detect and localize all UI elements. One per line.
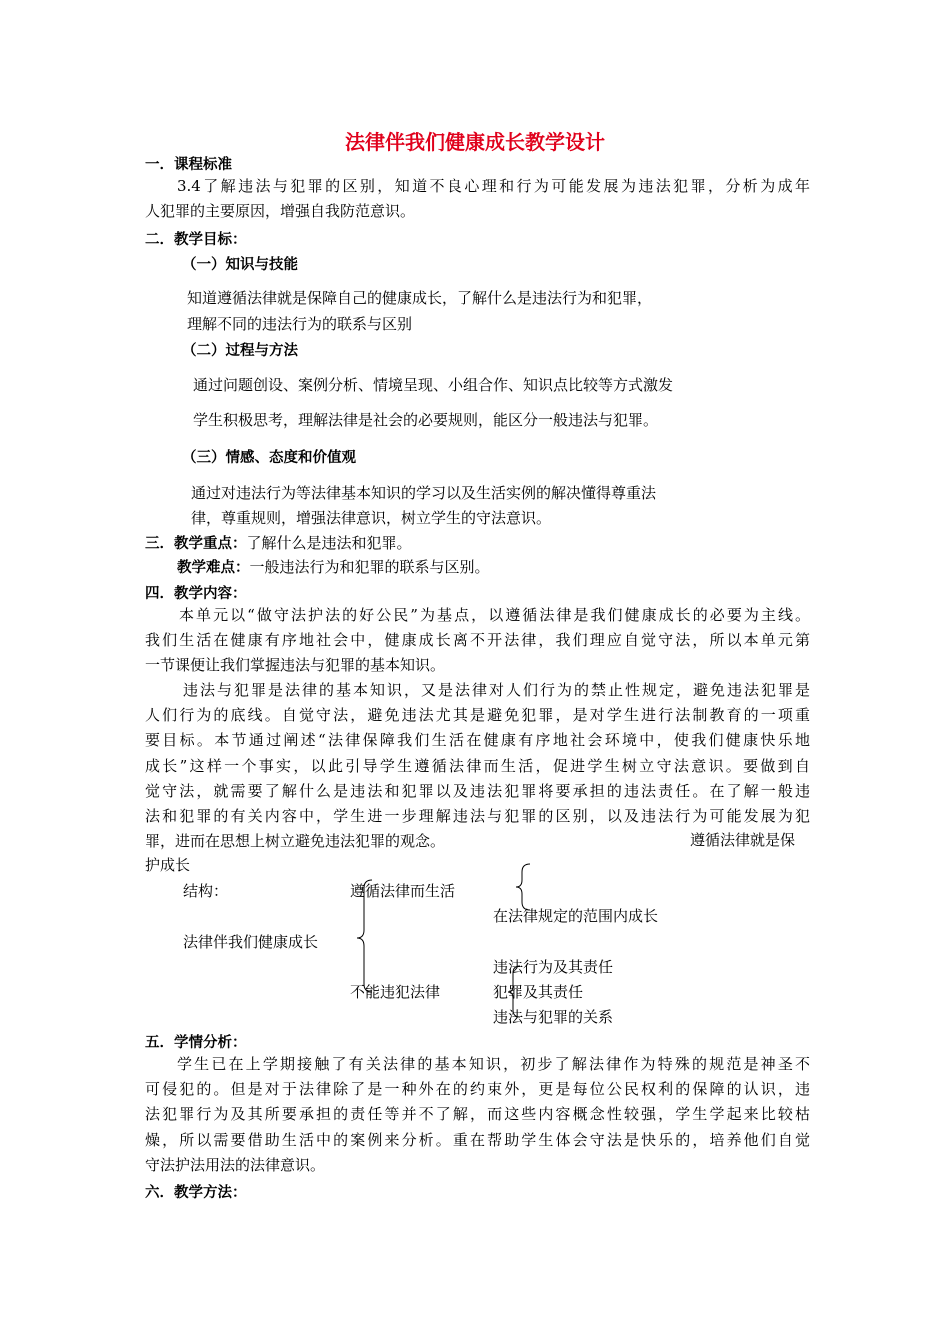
structure-root: 法律伴我们健康成长: [183, 933, 319, 951]
text-line: 律，尊重规则，增强法律意识，树立学生的守法意识。: [191, 509, 552, 527]
section-2-heading: 二．教学目标：: [145, 232, 247, 248]
structure-branch-1: 遵循法律而生活: [350, 882, 456, 900]
section-4-paragraph-1: [145, 603, 810, 679]
difficulty-label: 教学难点：: [177, 560, 250, 576]
subheading-process: （二）过程与方法: [182, 343, 298, 359]
subheading-knowledge: （一）知识与技能: [182, 257, 298, 273]
text-line: 可侵犯的。但是对于法律除了是一种外在的约束外，更是每位公民权利的保障的认识，违: [145, 1080, 810, 1099]
section-5-body: [145, 1052, 810, 1178]
structure-branch-2-child: 违法与犯罪的关系: [493, 1008, 614, 1026]
structure-branch-2-child: 违法行为及其责任: [493, 958, 614, 976]
section-4-heading: 四．教学内容：: [145, 586, 247, 602]
section-5-heading: 五．学情分析：: [145, 1035, 247, 1051]
key-point-text: 了解什么是违法和犯罪。: [246, 534, 412, 552]
difficulty-text: 一般违法行为和犯罪的联系与区别。: [249, 558, 490, 576]
section-1-body: [145, 174, 810, 224]
key-point-row: [145, 532, 412, 553]
text-line: 法犯罪行为及其所要承担的责任等并不了解，而这些内容概念性较强，学生学起来比较枯: [145, 1105, 810, 1124]
text-line: 学生积极思考，理解法律是社会的必要规则，能区分一般违法与犯罪。: [193, 411, 659, 429]
structure-branch-2: 不能违犯法律: [350, 983, 441, 1001]
text-line: 一节课便让我们掌握违法与犯罪的基本知识。: [145, 656, 446, 675]
structure-label: 结构：: [183, 882, 229, 900]
text-line: 理解不同的违法行为的联系与区别: [187, 315, 413, 333]
text-line: 知道遵循法律就是保障自己的健康成长，了解什么是违法行为和犯罪，: [187, 289, 653, 307]
section-6-heading: 六．教学方法：: [145, 1185, 247, 1201]
section-3-heading: 三．教学重点：: [145, 536, 247, 552]
structure-branch-2-child: 犯罪及其责任: [493, 983, 584, 1001]
text-line: 要目标。本节通过阐述“法律保障我们生活在健康有序地社会环境中，使我们健康快乐地: [145, 731, 810, 750]
text-line: 学生已在上学期接触了有关法律的基本知识，初步了解法律作为特殊的规范是神圣不: [177, 1055, 810, 1073]
text-line: 人犯罪的主要原因，增强自我防范意识。: [145, 202, 416, 221]
subheading-attitude: （三）情感、态度和价值观: [182, 450, 356, 466]
text-line: 燥，所以需要借助生活中的案例来分析。重在帮助学生体会守法是快乐的，培养他们自觉: [145, 1130, 810, 1149]
text-line: 本单元以“做守法护法的好公民”为基点，以遵循法律是我们健康成长的必要为主线。: [179, 606, 810, 624]
text-line: 守法护法用法的法律意识。: [145, 1155, 326, 1174]
text-line: 遵循法律就是保: [690, 831, 796, 849]
text-line: 通过问题创设、案例分析、情境呈现、小组合作、知识点比较等方式激发: [193, 376, 674, 394]
text-line: 法和犯罪的有关内容中，学生进一步理解违法与犯罪的区别，以及违法行为可能发展为犯: [145, 806, 810, 825]
brace-branch-1: [516, 864, 530, 910]
text-line: 通过对违法行为等法律基本知识的学习以及生活实例的解决懂得尊重法: [191, 484, 657, 502]
text-line: 成长”这样一个事实，以此引导学生遵循法律而生活，促进学生树立守法意识。要做到自: [145, 756, 810, 775]
text-line: 3.4了解违法与犯罪的区别，知道不良心理和行为可能发展为违法犯罪，分析为成年: [177, 177, 810, 195]
text-line: 我们生活在健康有序地社会中，健康成长离不开法律，我们理应自觉守法，所以本单元第: [145, 631, 810, 650]
structure-branch-1-child: 在法律规定的范围内成长: [493, 907, 659, 925]
text-line: 违法与犯罪是法律的基本知识，又是法律对人们行为的禁止性规定，避免违法犯罪是: [183, 681, 810, 699]
section-4-paragraph-2: [145, 678, 810, 854]
text-line: 护成长: [145, 856, 191, 874]
text-line: 觉守法，就需要了解什么是违法和犯罪以及违法犯罪将要承担的违法责任。在了解一般违: [145, 781, 810, 800]
text-line: 罪，进而在思想上树立避免违法犯罪的观念。: [145, 832, 446, 851]
text-line: 人们行为的底线。自觉守法，避免违法尤其是避免犯罪，是对学生进行法制教育的一项重: [145, 706, 810, 725]
difficulty-row: [177, 556, 490, 577]
page-title: 法律伴我们健康成长教学设计: [345, 130, 605, 154]
section-1-heading: 一．课程标准: [145, 157, 232, 173]
